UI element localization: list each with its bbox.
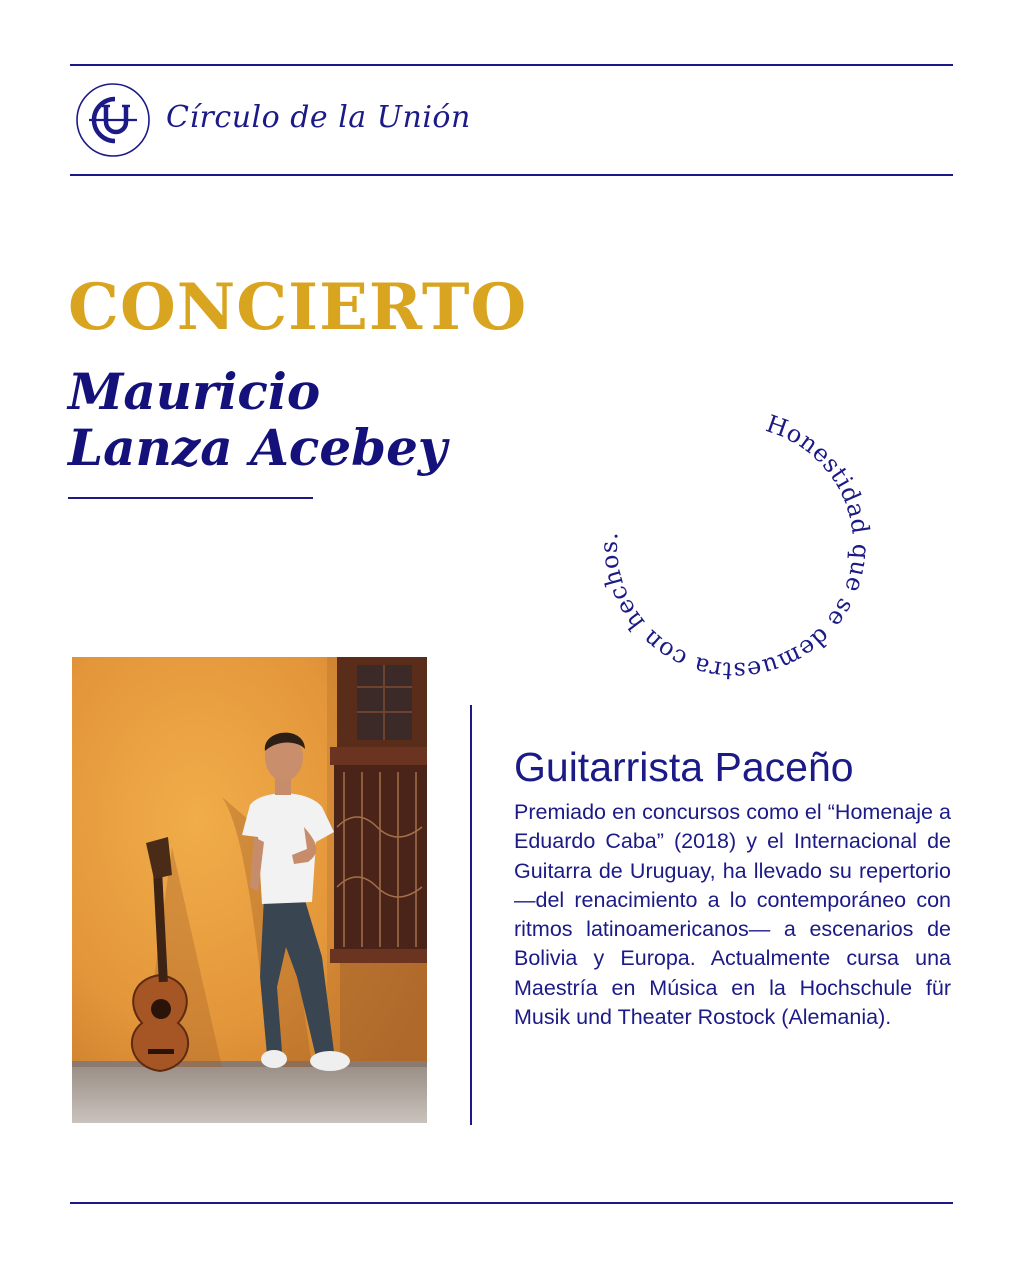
section-divider bbox=[470, 705, 472, 1125]
bio-text: Premiado en concursos como el “Homenaje a Eduardo Caba” (2018) y el Internacional de Guitarra de Uruguay, ha llevado su repertorio —del renacimiento a lo contemporáneo con ritmos latinoamericanos— a escenarios de Bolivia y Europa. Actualmente cursa una Maestría en Música en la Hochschule für Musik und Theater Rostock (Alemania). bbox=[514, 800, 951, 1030]
circulo-union-logo-icon bbox=[75, 82, 151, 158]
circular-motto bbox=[590, 400, 880, 690]
footer-rule bbox=[70, 1202, 953, 1204]
artist-last-name: Lanza Acebey bbox=[68, 418, 447, 477]
artist-first-name: Mauricio bbox=[68, 362, 321, 421]
event-type-title: CONCIERTO bbox=[68, 270, 528, 345]
brand-name: Círculo de la Unión bbox=[166, 100, 471, 135]
guitarist-photo bbox=[72, 657, 427, 1123]
title-underline bbox=[68, 497, 313, 499]
motto-text: Honestidad que se demuestra con hechos. bbox=[594, 409, 876, 686]
header-top-rule bbox=[70, 64, 953, 66]
svg-text:Honestidad que se demuestra co bbox=[595, 410, 875, 686]
header-bottom-rule bbox=[70, 174, 953, 176]
bio-heading: Guitarrista Paceño bbox=[514, 744, 854, 790]
